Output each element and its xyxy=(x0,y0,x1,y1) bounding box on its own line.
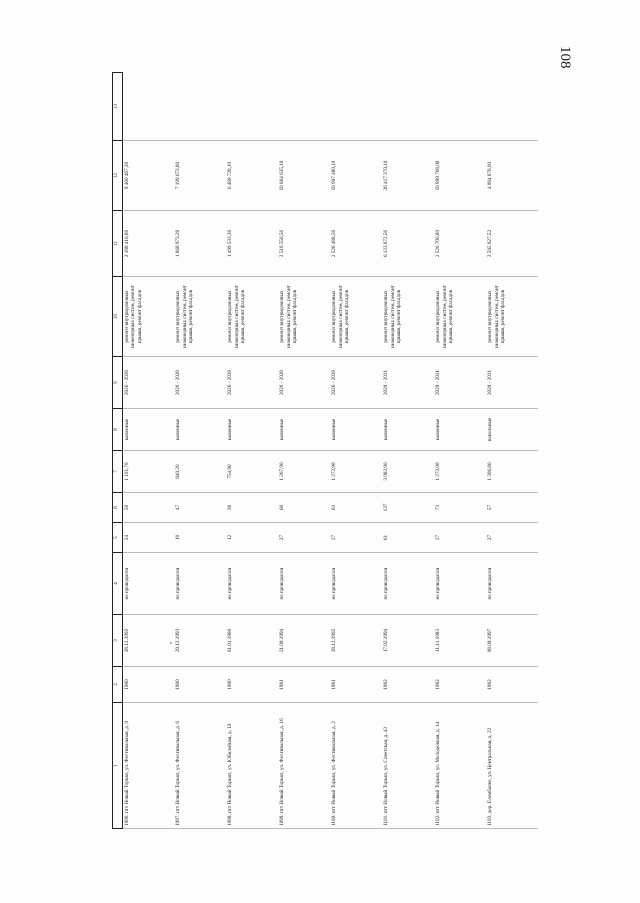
column-header: 11 xyxy=(113,211,123,277)
row-number: 1097. xyxy=(175,814,182,826)
cost-cell: 6 123 872,56 xyxy=(382,211,434,277)
area-cell: 1 306,80 xyxy=(486,451,538,493)
address-cell xyxy=(486,703,538,829)
year-cell: 1981 xyxy=(278,667,330,703)
table-row xyxy=(278,73,330,829)
prior-repair-cell: не проводился xyxy=(278,553,330,615)
prior-repair-cell: не проводился xyxy=(486,553,538,615)
period-cell: 2026 - 2028 xyxy=(226,357,278,409)
prior-repair-cell: не проводился xyxy=(174,553,226,615)
cost-cell: 2 595 827,52 xyxy=(486,211,538,277)
cost-cell: 2 528 488,56 xyxy=(330,211,382,277)
storeys-cell: 27 xyxy=(330,523,382,553)
table-row xyxy=(434,73,486,829)
total-cell: 9 460 467,30 xyxy=(122,141,174,211)
residents-cell: 66 xyxy=(278,493,330,523)
row-number: 1102. xyxy=(435,814,442,826)
row-address: пгт Новый Торъял, ул. Советская, д. 43 xyxy=(383,727,390,814)
area-cell: 1 267,90 xyxy=(278,451,330,493)
residents-cell: 58 xyxy=(122,493,174,523)
year-cell: 1982 xyxy=(434,667,486,703)
works-cell: ремонт внутридомовых инженерных систем, ремонт крыши, ремонт фасадов xyxy=(330,277,382,357)
area-cell: 1 272,00 xyxy=(434,451,486,493)
residents-cell: 73 xyxy=(434,493,486,523)
column-header: 1 xyxy=(113,703,123,829)
wall-material-cell: каменные xyxy=(434,409,486,451)
period-cell: 2026 - 2028 xyxy=(122,357,174,409)
column-header: 5 xyxy=(113,523,123,553)
works-cell: ремонт внутридомовых инженерных систем, ремонт крыши, ремонт фасадов xyxy=(434,277,486,357)
column-header: 8 xyxy=(113,409,123,451)
row-number: 1096. xyxy=(123,814,130,826)
works-cell: ремонт внутридомовых инженерных систем, ремонт крыши, ремонт фасадов xyxy=(278,277,330,357)
address-cell xyxy=(382,703,434,829)
address-cell xyxy=(434,703,486,829)
date-cell: 17.02.1994 xyxy=(382,615,434,667)
wall-material-cell: каменные xyxy=(330,409,382,451)
total-cell: 10 864 635,10 xyxy=(278,141,330,211)
storeys-cell: 27 xyxy=(486,523,538,553)
year-cell: 1980 xyxy=(174,667,226,703)
address-cell xyxy=(330,703,382,829)
date-cell: 28.12.1992 xyxy=(122,615,174,667)
header-row xyxy=(113,73,123,829)
table-row xyxy=(122,73,174,829)
residents-cell: 47 xyxy=(174,493,226,523)
column-header: 13 xyxy=(113,73,123,141)
column-header: 3 xyxy=(113,615,123,667)
row-address: пгт Новый Торъял, ул. Юбилейная, д. 10 xyxy=(227,723,234,814)
address-cell xyxy=(278,703,330,829)
cost-cell: 2 518 556,56 xyxy=(278,211,330,277)
period-cell: 2029 - 2031 xyxy=(382,357,434,409)
prior-repair-cell: не проводился xyxy=(226,553,278,615)
area-cell: 754,90 xyxy=(226,451,278,493)
total-cell: 4 084 878,00 xyxy=(486,141,538,211)
date-cell: 08.09.1997 xyxy=(486,615,538,667)
date-cell: 21.09.1994 xyxy=(278,615,330,667)
year-cell: 1981 xyxy=(330,667,382,703)
column-header: 9 xyxy=(113,357,123,409)
row-address: дер. Елембаево, ул. Центральная, д. 22 xyxy=(487,727,494,814)
table-row xyxy=(382,73,434,829)
row-address: пгт Новый Торъял, ул. Фестивальная, д. 9 xyxy=(123,721,130,814)
row-number: 1098. xyxy=(227,814,234,826)
residents-cell: 137 xyxy=(382,493,434,523)
works-cell: ремонт внутридомовых инженерных систем, ремонт крыши, ремонт фасадов xyxy=(226,277,278,357)
date-cell: 01.01.1980 xyxy=(226,615,278,667)
period-cell: 2029 - 2031 xyxy=(486,357,538,409)
address-cell xyxy=(122,703,174,829)
prior-repair-cell: не проводился xyxy=(382,553,434,615)
storeys-cell: 61 xyxy=(382,523,434,553)
repair-program-table xyxy=(112,72,538,829)
residents-cell: 63 xyxy=(330,493,382,523)
prior-repair-cell: не проводился xyxy=(122,553,174,615)
table-row xyxy=(174,73,226,829)
row-number: 1103. xyxy=(487,814,494,826)
total-cell: 10 899 768,00 xyxy=(434,141,486,211)
column-header: 6 xyxy=(113,493,123,523)
area-cell: 3 082,90 xyxy=(382,451,434,493)
cost-cell: 1 499 533,36 xyxy=(226,211,278,277)
period-cell: 2029 - 2031 xyxy=(434,357,486,409)
date-cell: 28.12.1992 xyxy=(330,615,382,667)
column-header: 2 xyxy=(113,667,123,703)
address-cell xyxy=(226,703,278,829)
residents-cell: 38 xyxy=(226,493,278,523)
works-cell: ремонт внутридомовых инженерных систем, ремонт крыши, ремонт фасадов xyxy=(382,277,434,357)
prior-repair-cell: не проводился xyxy=(330,553,382,615)
residents-cell: 57 xyxy=(486,493,538,523)
wall-material-cell: каменные xyxy=(174,409,226,451)
row-number: 1100. xyxy=(331,814,338,826)
storeys-cell: 12 xyxy=(226,523,278,553)
table-row xyxy=(486,73,538,829)
date-cell: 29.12.1993 xyxy=(174,615,226,667)
year-cell: 1982 xyxy=(486,667,538,703)
row-address: пгт Новый Торъял, ул. Молодежная, д. 14 xyxy=(435,721,442,814)
wall-material-cell: панельные xyxy=(486,409,538,451)
wall-material-cell: каменные xyxy=(122,409,174,451)
storeys-cell: 27 xyxy=(278,523,330,553)
area-cell: 1 101,70 xyxy=(122,451,174,493)
table-row xyxy=(330,73,382,829)
wall-material-cell: каменные xyxy=(382,409,434,451)
row-number: 1099. xyxy=(279,814,286,826)
area-cell: 840,20 xyxy=(174,451,226,493)
works-cell: ремонт внутридомовых инженерных систем, ремонт крыши, ремонт фасадов xyxy=(486,277,538,357)
total-cell: 6 468 728,10 xyxy=(226,141,278,211)
column-header: 10 xyxy=(113,277,123,357)
storeys-cell: 24 xyxy=(122,523,174,553)
storeys-cell: 18 xyxy=(174,523,226,553)
wall-material-cell: каменные xyxy=(278,409,330,451)
rotated-table-container xyxy=(112,73,532,829)
column-header: 4 xyxy=(113,553,123,615)
total-cell: 7 199 673,80 xyxy=(174,141,226,211)
page-number: 108 xyxy=(557,46,573,69)
works-cell: ремонт внутридомовых инженерных систем, ремонт крыши, ремонт фасадов xyxy=(174,277,226,357)
works-cell: ремонт внутридомовых инженерных систем, ремонт крыши, ремонт фасадов xyxy=(122,277,174,357)
row-address: пгт Новый Торъял, ул. Фестивальная, д. 16 xyxy=(279,718,286,814)
column-header: 7 xyxy=(113,451,123,493)
storeys-cell: 27 xyxy=(434,523,486,553)
table-row xyxy=(226,73,278,829)
period-cell: 2026 - 2028 xyxy=(174,357,226,409)
year-cell: 1980 xyxy=(226,667,278,703)
total-cell: 10 907 480,10 xyxy=(330,141,382,211)
cost-cell: 1 668 973,28 xyxy=(174,211,226,277)
period-cell: 2026 - 2028 xyxy=(330,357,382,409)
cost-cell: 2 526 700,80 xyxy=(434,211,486,277)
year-cell: 1980 xyxy=(122,667,174,703)
address-cell xyxy=(174,703,226,829)
cost-cell: 2 188 416,88 xyxy=(122,211,174,277)
date-cell: 11.11.1993 xyxy=(434,615,486,667)
column-header: 12 xyxy=(113,141,123,211)
wall-material-cell: каменные xyxy=(226,409,278,451)
prior-repair-cell: не проводился xyxy=(434,553,486,615)
row-number: 1101. xyxy=(383,814,390,826)
row-address: пгт Новый Торъял, ул. Фестивальная, д. 2 xyxy=(331,721,338,814)
area-cell: 1 272,90 xyxy=(330,451,382,493)
period-cell: 2026 - 2028 xyxy=(278,357,330,409)
year-cell: 1982 xyxy=(382,667,434,703)
total-cell: 26 417 370,10 xyxy=(382,141,434,211)
row-address: пгт Новый Торъял, ул. Фестивальная, д. 6 xyxy=(175,721,182,814)
